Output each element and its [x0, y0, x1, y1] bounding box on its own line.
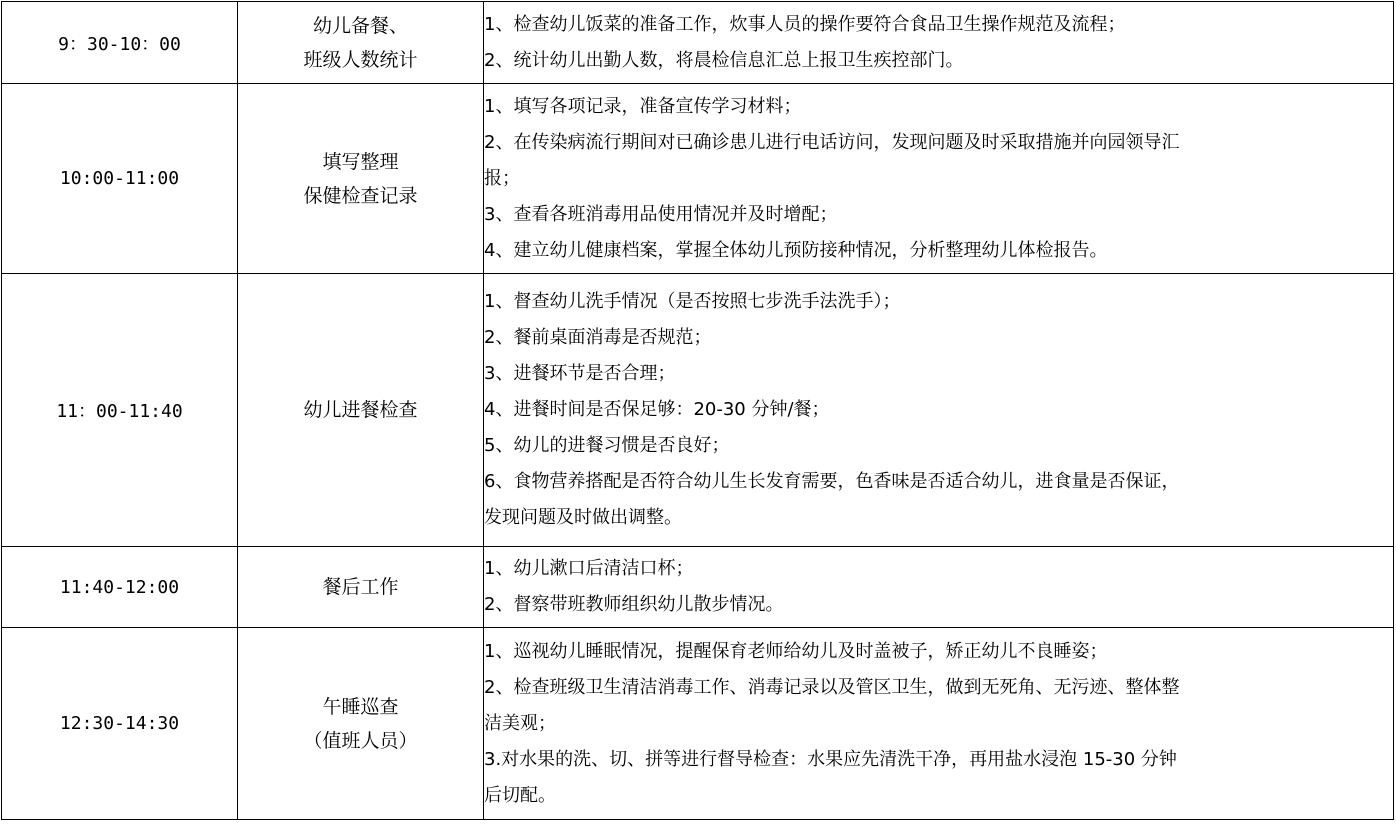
detail-line: 3、进餐环节是否合理； [484, 363, 676, 384]
table-row [2, 628, 1394, 820]
detail-line: 6、食物营养搭配是否符合幼儿生长发育需要，色香味是否适合幼儿，进食量是否保证， [484, 471, 1180, 492]
task-cell [238, 274, 484, 547]
task-line: 餐后工作 [322, 576, 399, 598]
detail-line: 1、巡视幼儿睡眠情况，提醒保育老师给幼儿及时盖被子，矫正幼儿不良睡姿； [484, 640, 1108, 662]
detail-line: 2、统计幼儿出勤人数，将晨检信息汇总上报卫生疾控部门。 [484, 49, 964, 71]
detail-line: 3.对水果的洗、切、拼等进行督导检查：水果应先清洗干净，再用盐水浸泡 15-30 分钟 [484, 748, 1177, 770]
table-row [2, 274, 1394, 547]
task-line: 保健检查记录 [303, 184, 418, 207]
task-cell [238, 628, 484, 820]
detail-line: 3、查看各班消毒用品使用情况并及时增配； [484, 203, 838, 225]
detail-line: 1、督查幼儿洗手情况（是否按照七步洗手法洗手）； [484, 291, 901, 312]
detail-line: 4、进餐时间是否保足够：20-30 分钟/餐； [484, 399, 830, 420]
detail-line: 发现问题及时做出调整。 [484, 507, 682, 528]
detail-cell [484, 628, 1394, 820]
detail-line: 1、填写各项记录，准备宣传学习材料； [484, 95, 802, 117]
task-line: 幼儿进餐检查 [303, 399, 418, 421]
task-line: 幼儿备餐、 [312, 14, 408, 37]
detail-line: 5、幼儿的进餐习惯是否良好； [484, 435, 730, 456]
table-row [2, 84, 1394, 274]
table-row [2, 2, 1394, 84]
detail-line: 洁美观； [484, 712, 556, 734]
task-line: 填写整理 [322, 150, 399, 173]
detail-line: 2、检查班级卫生清洁消毒工作、消毒记录以及管区卫生，做到无死角、无污迹、整体整 [484, 676, 1180, 698]
detail-line: 4、建立幼儿健康档案，掌握全体幼儿预防接种情况，分析整理幼儿体检报告。 [484, 239, 1108, 261]
time-cell: 12:30-14:30 [2, 628, 238, 820]
detail-line: 2、餐前桌面消毒是否规范； [484, 327, 712, 348]
table-row [2, 547, 1394, 628]
task-line: 午睡巡查 [322, 695, 399, 718]
detail-line: 报； [484, 167, 520, 189]
time-cell: 9：30-10：00 [2, 2, 238, 84]
time-cell: 11：00-11:40 [2, 274, 238, 547]
detail-cell [484, 547, 1394, 628]
task-line: （值班人员） [303, 729, 418, 752]
detail-cell [484, 2, 1394, 84]
detail-line: 1、检查幼儿饭菜的准备工作，炊事人员的操作要符合食品卫生操作规范及流程； [484, 13, 1126, 35]
duty-schedule-table [1, 1, 1394, 820]
task-line: 班级人数统计 [303, 48, 418, 71]
detail-line: 后切配。 [484, 784, 556, 806]
detail-line: 1、幼儿漱口后清洁口杯； [484, 558, 694, 579]
time-cell: 10:00-11:00 [2, 84, 238, 274]
detail-cell [484, 84, 1394, 274]
detail-line: 2、督察带班教师组织幼儿散步情况。 [484, 594, 784, 615]
task-cell [238, 547, 484, 628]
time-cell: 11:40-12:00 [2, 547, 238, 628]
detail-line: 2、在传染病流行期间对已确诊患儿进行电话访问，发现问题及时采取措施并向园领导汇 [484, 131, 1180, 153]
task-cell [238, 84, 484, 274]
task-cell [238, 2, 484, 84]
detail-cell [484, 274, 1394, 547]
